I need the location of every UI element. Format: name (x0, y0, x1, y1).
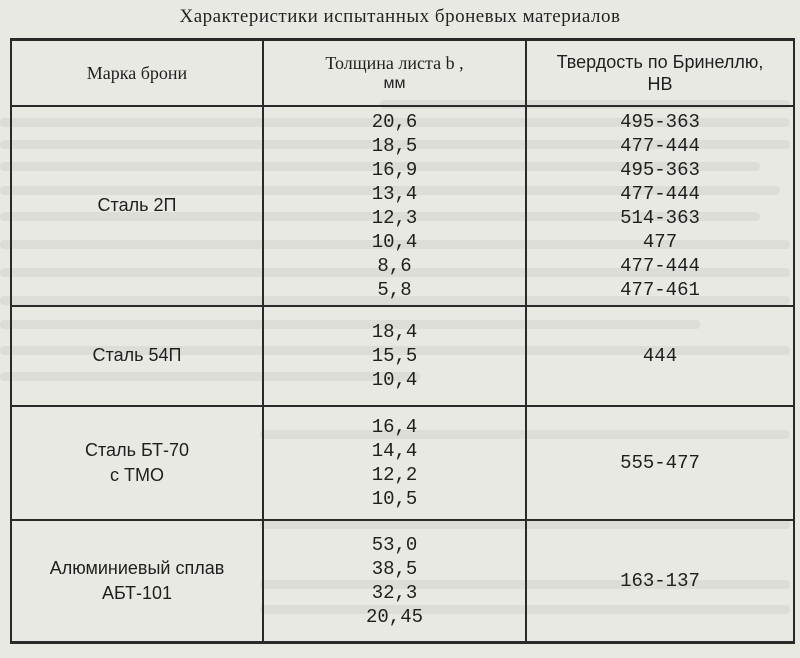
thickness-value: 53,0 (371, 534, 418, 556)
thickness-cell (263, 106, 526, 306)
table-row (11, 520, 794, 643)
header-hardness (526, 40, 794, 107)
thickness-value: 10,5 (371, 488, 418, 510)
armor-materials-table (10, 38, 795, 644)
hardness-value: 163-137 (620, 570, 700, 592)
hardness-cell (526, 520, 794, 643)
table-row (11, 106, 794, 306)
grade-cell (11, 106, 263, 306)
table-title: Характеристики испытанных броневых материалов (179, 6, 621, 27)
grade-line: АБТ-101 (101, 583, 173, 603)
grade-line: с ТМО (110, 465, 164, 485)
grade-cell (11, 520, 263, 643)
hardness-value: 477-444 (620, 255, 700, 277)
grade-line: Сталь БТ-70 (85, 439, 189, 460)
thickness-value: 15,5 (371, 345, 418, 367)
thickness-value: 14,4 (371, 440, 418, 462)
thickness-cell (263, 306, 526, 406)
thickness-value: 10,4 (371, 231, 418, 253)
thickness-value: 20,6 (371, 111, 418, 133)
thickness-value: 13,4 (371, 183, 418, 205)
thickness-cell (263, 406, 526, 520)
hardness-value: 477-444 (620, 135, 700, 157)
thickness-value: 32,3 (371, 582, 418, 604)
header-hardness-line1: Твердость по Бринеллю, (556, 51, 764, 72)
hardness-cell (526, 106, 794, 306)
thickness-value: 5,8 (377, 279, 412, 301)
thickness-value: 12,2 (371, 464, 418, 486)
table-header-row (11, 40, 794, 107)
header-thickness (263, 40, 526, 107)
thickness-value: 18,4 (371, 321, 418, 343)
thickness-value: 38,5 (371, 558, 418, 580)
thickness-value: 12,3 (371, 207, 418, 229)
table-row (11, 406, 794, 520)
header-thickness-unit: мм (383, 75, 406, 93)
thickness-value: 8,6 (377, 255, 412, 277)
hardness-value: 555-477 (620, 452, 700, 474)
header-hardness-line2: НВ (647, 74, 673, 94)
grade-line: Сталь 2П (97, 195, 177, 216)
thickness-value: 10,4 (371, 369, 418, 391)
hardness-value: 444 (642, 345, 678, 367)
hardness-value: 477-461 (620, 279, 700, 301)
table-row (11, 306, 794, 406)
grade-cell (11, 406, 263, 520)
hardness-value: 495-363 (620, 159, 700, 181)
thickness-value: 18,5 (371, 135, 418, 157)
hardness-cell (526, 406, 794, 520)
header-grade: Марка брони (11, 40, 263, 107)
hardness-value: 495-363 (620, 111, 700, 133)
grade-line: Алюминиевый сплав (49, 557, 225, 578)
hardness-cell (526, 306, 794, 406)
grade-line: Сталь 54П (92, 345, 182, 366)
hardness-value: 477-444 (620, 183, 700, 205)
thickness-cell (263, 520, 526, 643)
grade-cell (11, 306, 263, 406)
thickness-value: 20,45 (365, 606, 423, 628)
header-thickness-label: Толщина листа b , (325, 52, 464, 73)
hardness-value: 514-363 (620, 207, 700, 229)
hardness-value: 477 (642, 231, 678, 253)
thickness-value: 16,9 (371, 159, 418, 181)
thickness-value: 16,4 (371, 416, 418, 438)
